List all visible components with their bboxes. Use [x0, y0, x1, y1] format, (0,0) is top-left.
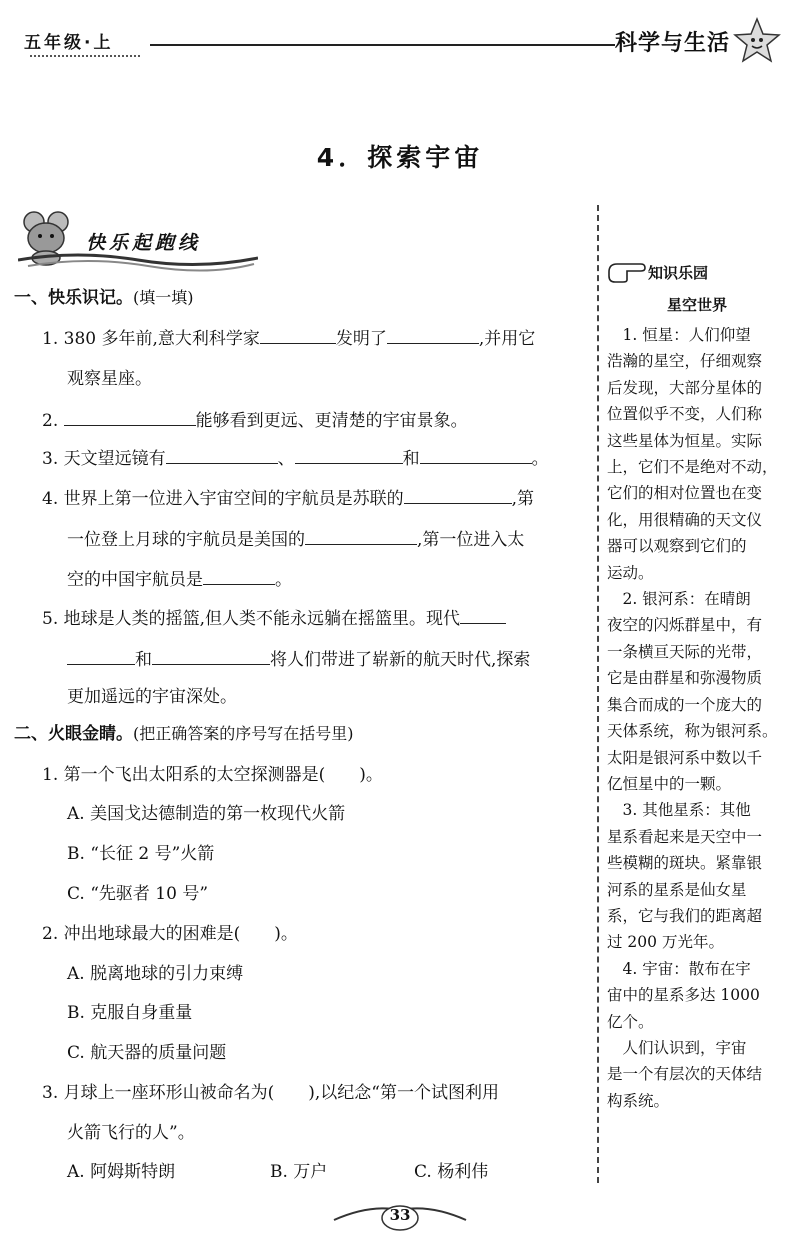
- mc-question-2: 2. 冲出地球最大的困难是( )。: [42, 924, 298, 944]
- answer-blank[interactable]: [203, 566, 275, 585]
- mc-option[interactable]: A. 美国戈达德制造的第一枚现代火箭: [67, 804, 346, 824]
- mc-option[interactable]: B. 万户: [270, 1162, 328, 1182]
- question-5-line3: 更加遥远的宇宙深处。: [67, 687, 237, 707]
- mc-option[interactable]: A. 脱离地球的引力束缚: [67, 964, 244, 984]
- sidebar-line: 亿个。: [607, 1012, 654, 1031]
- sidebar-line: 人们认识到，宇宙: [607, 1038, 747, 1057]
- answer-blank[interactable]: [152, 646, 270, 665]
- sidebar-line: 亿恒星中的一颗。: [607, 774, 732, 793]
- answer-blank[interactable]: [420, 445, 532, 464]
- answer-blank[interactable]: [64, 407, 196, 426]
- mc-option[interactable]: C. “先驱者 10 号”: [67, 884, 209, 904]
- mc-option[interactable]: B. “长征 2 号”火箭: [67, 844, 215, 864]
- sidebar-line: 它是由群星和弥漫物质: [607, 669, 763, 688]
- mc-question-1: 1. 第一个飞出太阳系的太空探测器是( )。: [42, 765, 383, 785]
- sidebar-line: 集合而成的一个庞大的: [607, 695, 763, 714]
- sidebar-line: 太阳是银河系中数以千: [607, 748, 763, 767]
- sidebar-line: 上，它们不是绝对不动，: [607, 458, 778, 477]
- sidebar-line: 它们的相对位置也在变: [607, 484, 763, 503]
- sidebar-line: 系，它与我们的距离超: [607, 906, 763, 925]
- header-dotted-rule: [30, 55, 140, 57]
- series-brand: 科学与生活: [614, 31, 730, 56]
- question-5-line2: 和 将人们带进了崭新的航天时代,探索: [67, 646, 530, 672]
- sidebar-line: 4. 宇宙：散布在宇: [607, 959, 751, 978]
- sidebar-line: 过 200 万光年。: [607, 933, 724, 952]
- sidebar-subtitle: 星空世界: [666, 296, 727, 314]
- sidebar-line: 宙中的星系多达 1000: [607, 986, 760, 1005]
- mc-question-3-line2: 火箭飞行的人”。: [67, 1123, 195, 1143]
- sidebar-line: 这些星体为恒星。实际: [607, 431, 763, 450]
- mc-question-3-line1: 3. 月球上一座环形山被命名为( ),以纪念“第一个试图利用: [42, 1083, 499, 1103]
- sidebar-line: 2. 银河系：在晴朗: [607, 590, 751, 609]
- sidebar-line: 后发现，大部分星体的: [607, 378, 763, 397]
- question-5-line1: 5. 地球是人类的摇篮,但人类不能永远躺在摇篮里。现代: [42, 605, 506, 631]
- question-4-line1: 4. 世界上第一位进入宇宙空间的宇航员是苏联的 ,第: [42, 485, 534, 511]
- sidebar-line: 1. 恒星：人们仰望: [607, 326, 751, 344]
- answer-blank[interactable]: [387, 325, 479, 344]
- answer-blank[interactable]: [166, 445, 278, 464]
- question-1-line1: 1. 380 多年前,意大利科学家 发明了 ,并用它: [42, 325, 535, 351]
- question-4-line3: 空的中国宇航员是 。: [67, 566, 292, 592]
- answer-blank[interactable]: [404, 485, 512, 504]
- pointing-hand-icon: [607, 260, 647, 284]
- section1-heading: 一、快乐识记。(填一填): [14, 288, 194, 308]
- question-3: 3. 天文望远镜有 、 和 。: [42, 445, 549, 471]
- answer-blank[interactable]: [260, 325, 336, 344]
- mc-option[interactable]: C. 航天器的质量问题: [67, 1043, 227, 1063]
- sidebar-line: 些模糊的斑块。紧靠银: [607, 854, 763, 873]
- sidebar-line: 是一个有层次的天体结: [607, 1065, 763, 1084]
- sidebar-line: 夜空的闪烁群星中，有: [607, 616, 763, 635]
- page-title: 4．探索宇宙: [316, 143, 484, 172]
- grade-label: 五年级·上: [24, 33, 114, 53]
- sidebar-line: 浩瀚的星空，仔细观察: [607, 352, 763, 371]
- sidebar-line: 运动。: [607, 563, 654, 582]
- page-number: 33: [389, 1206, 411, 1224]
- sidebar-line: 天体系统，称为银河系。: [607, 722, 778, 741]
- sidebar-title: 知识乐园: [648, 264, 709, 282]
- column-divider: [597, 205, 599, 1183]
- header-rule: [150, 44, 615, 46]
- sidebar-line: 星系看起来是天空中一: [607, 827, 763, 846]
- sidebar-line: 器可以观察到它们的: [607, 537, 747, 556]
- question-2: 2. 能够看到更远、更清楚的宇宙景象。: [42, 407, 468, 433]
- sidebar-line: 化，用很精确的天文仪: [607, 510, 763, 529]
- mc-option[interactable]: C. 杨利伟: [414, 1162, 489, 1182]
- section-banner: 快乐起跑线: [86, 232, 202, 254]
- sidebar-line: 河系的星系是仙女星: [607, 880, 747, 899]
- question-1-line2: 观察星座。: [67, 369, 152, 389]
- sidebar-line: 一条横亘天际的光带，: [607, 642, 763, 661]
- star-mascot-icon: [732, 16, 782, 66]
- mc-option[interactable]: A. 阿姆斯特朗: [67, 1162, 176, 1182]
- banner-swoosh: [18, 246, 258, 272]
- sidebar-line: 位置似乎不变，人们称: [607, 405, 763, 424]
- question-4-line2: 一位登上月球的宇航员是美国的 ,第一位进入太: [67, 526, 524, 552]
- sidebar-line: 3. 其他星系：其他: [607, 801, 751, 820]
- answer-blank[interactable]: [67, 646, 135, 665]
- answer-blank[interactable]: [460, 605, 506, 624]
- mc-option[interactable]: B. 克服自身重量: [67, 1003, 193, 1023]
- section2-heading: 二、火眼金睛。(把正确答案的序号写在括号里): [14, 724, 354, 744]
- answer-blank[interactable]: [305, 526, 417, 545]
- sidebar-line: 构系统。: [607, 1091, 670, 1110]
- sidebar-body: [607, 322, 787, 1114]
- answer-blank[interactable]: [295, 445, 403, 464]
